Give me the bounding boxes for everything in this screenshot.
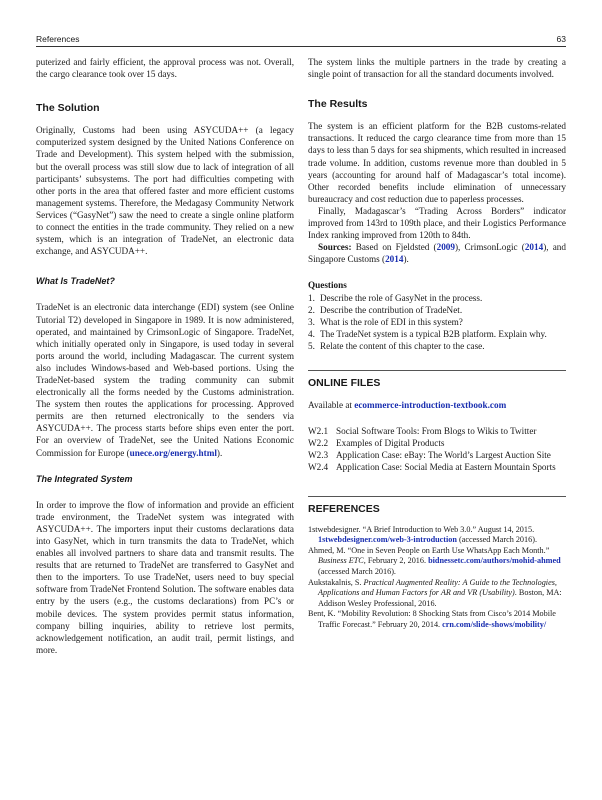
reference-text: (accessed March 2016). bbox=[318, 567, 396, 576]
integrated-paragraph: In order to improve the flow of information and provide an efficient trade environment, the TradeNet system was integrated with ASYCUDA++. The importers input their customs declarations data into GasyNet, which in turn transmits the data to TradeNet, which enables all involved partners to share data and transmit results. The results that are returned to TradeNet are transferred to GasyNet and then to the importers. To use TradeNet, users need to buy special software from TradeNet Frontend Solution. The software enables data entry by the users (e.g., the customs declarations) from PC’s or mobile devices. The system provides permit status information, company billing inquiries, ability to retrieve lost permits, acknowledgement notification, an audit trail, permit listings, and more. bbox=[36, 499, 294, 655]
file-item bbox=[308, 449, 566, 461]
sources-text: ), CrimsonLogic ( bbox=[454, 242, 525, 253]
header-section-label: References bbox=[36, 34, 80, 44]
file-title: Application Case: Social Media at Eastern Mountain Sports bbox=[336, 462, 556, 473]
question-text: The TradeNet system is a typical B2B platform. Explain why. bbox=[320, 328, 547, 339]
sources-text: ), and Singapore Customs ( bbox=[308, 242, 566, 265]
question-text: Describe the contribution of TradeNet. bbox=[320, 304, 463, 315]
results-paragraph-2: Finally, Madagascar’s “Trading Across Borders” indicator improved from 143rd to 109th place, and their Logistics Performance Index ranking improved from 120th to 84th. bbox=[308, 205, 566, 241]
tradenet-heading: What Is TradeNet? bbox=[36, 276, 115, 287]
online-files-list bbox=[308, 425, 566, 473]
file-number: W2.3 bbox=[308, 450, 329, 461]
file-item bbox=[308, 425, 566, 437]
reference-item bbox=[308, 546, 566, 578]
unece-link[interactable]: unece.org/energy.html bbox=[129, 447, 217, 458]
question-number: 1. bbox=[308, 292, 315, 303]
left-column bbox=[36, 56, 294, 656]
question-text: Relate the content of this chapter to the case. bbox=[320, 340, 485, 351]
question-item bbox=[308, 328, 566, 340]
file-title: Application Case: eBay: The World’s Largest Auction Site bbox=[336, 450, 551, 461]
file-item bbox=[308, 461, 566, 473]
available-text: Available at bbox=[308, 400, 355, 411]
reference-link[interactable]: crn.com/slide-shows/mobility/ bbox=[442, 619, 547, 629]
reference-text: , February 2, 2016. bbox=[363, 556, 429, 566]
file-number: W2.2 bbox=[308, 438, 329, 449]
textbook-site-link[interactable]: ecommerce-introduction-textbook.com bbox=[354, 400, 507, 411]
question-text: What is the role of EDI in this system? bbox=[320, 316, 463, 327]
reference-text: Aukstakalnis, S. bbox=[308, 577, 364, 587]
results-paragraph-1: The system is an efficient platform for the B2B customs-related transactions. It reduced the cargo clearance time from more than 15 days to less than 5 days for sea shipments, which resulted in increased trade volume. In addition, customs revenue more than doubled in 5 years (accounting for around half of Madagascar’s total income). Other recorded benefits include elimination of unnecessary bureaucracy and cost reduction due to paperless processes. bbox=[308, 121, 566, 204]
question-number: 5. bbox=[308, 340, 315, 351]
fjeldsted-link[interactable]: 2009 bbox=[436, 242, 455, 253]
question-item bbox=[308, 292, 566, 304]
crimsonlogic-link[interactable]: 2014 bbox=[524, 242, 544, 253]
question-item bbox=[308, 304, 566, 316]
solution-paragraph: Originally, Customs had been using ASYCUDA++ (a legacy computerized system designed by the United Nations Conference on Trade and Development). This system helped with the submission, but the overall process was still slow due to lack of integration of all participants’ subsystems. The port had difficulties competing with other ports in the area that offered faster and more efficient customs management systems. Therefore, the Medagasy Community Network Services (“GasyNet”) saw the need to create a single online platform to connect the entities in the trade community. They relied on a new system, which is an integration of TradeNet, an electronic data exchange, and ASYCUDA++. bbox=[36, 125, 294, 257]
references-heading: REFERENCES bbox=[308, 496, 566, 515]
question-item bbox=[308, 340, 566, 352]
available-line bbox=[308, 399, 566, 411]
references-list bbox=[308, 525, 566, 631]
question-text: Describe the role of GasyNet in the process. bbox=[320, 292, 483, 303]
file-number: W2.1 bbox=[308, 426, 329, 437]
question-number: 2. bbox=[308, 304, 315, 315]
sources-text: ). bbox=[403, 254, 409, 265]
page-number: 63 bbox=[556, 34, 566, 44]
results-heading: The Results bbox=[308, 98, 368, 111]
file-number: W2.4 bbox=[308, 462, 329, 473]
reference-text: Bent, K. “Mobility Revolution: 8 Shocking Stats from Cisco’s 2014 Mobile Traffic Forecast.” February 20, 2014. bbox=[308, 609, 556, 629]
running-header bbox=[36, 30, 566, 47]
online-files-heading: ONLINE FILES bbox=[308, 370, 566, 389]
reference-link[interactable]: 1stwebdesigner.com/web-3-introduction bbox=[318, 535, 457, 545]
reference-source: Business ETC bbox=[318, 556, 364, 566]
sources-text: Based on Fjeldsted ( bbox=[351, 242, 437, 253]
tradenet-paragraph bbox=[36, 301, 294, 458]
reference-source: Practical Augmented Reality: A Guide to the Technologies, Applications and Human Factors for AR and VR (Usability) bbox=[318, 577, 557, 598]
tradenet-text: TradeNet is an electronic data interchange (EDI) system (see Online Tutorial T2) developed in Singapore in 1989. It is now administered, operated, and maintained by CrimsonLogic of Singapore. TradeNet, which initially operated only in Singapore, is used today in several ports around the world, including Madagascar. The current system also includes Windows-based and Web-based portions. Using the TradeNet-based system the trading community can submit electronically all the forms needed by the Customs administration. The system then routes the applications for processing. Approved permits are then returned electronically to the senders via ASYCUDA++. The process starts before ships even enter the port. For an overview of TradeNet, see the United Nations Economic Commission for Europe ( bbox=[36, 302, 294, 458]
reference-item bbox=[308, 525, 566, 546]
tradenet-end: ). bbox=[216, 447, 223, 458]
right-intro-paragraph: The system links the multiple partners in the trade by creating a single point of transaction for all the standard documents involved. bbox=[308, 57, 566, 80]
sources-paragraph bbox=[308, 241, 566, 265]
questions-heading: Questions bbox=[308, 280, 347, 291]
reference-text: . Boston, MA: Addison Wesley Professional, 2016. bbox=[318, 588, 562, 608]
right-column bbox=[308, 56, 566, 631]
question-number: 3. bbox=[308, 316, 315, 327]
file-item bbox=[308, 437, 566, 449]
singapore-customs-link[interactable]: 2014 bbox=[385, 254, 404, 265]
reference-text: Ahmed, M. “One in Seven People on Earth Use WhatsApp Each Month.” bbox=[308, 545, 550, 555]
solution-heading: The Solution bbox=[36, 102, 100, 115]
reference-item bbox=[308, 609, 566, 630]
questions-list bbox=[308, 292, 566, 352]
reference-link[interactable]: bidnessetc.com/authors/mohid-ahmed bbox=[428, 556, 561, 566]
reference-text: 1stwebdesigner. “A Brief Introduction to Web 3.0.” August 14, 2015. bbox=[308, 524, 535, 534]
question-number: 4. bbox=[308, 328, 315, 339]
reference-item bbox=[308, 578, 566, 610]
question-item bbox=[308, 316, 566, 328]
reference-text: (accessed March 2016). bbox=[456, 535, 537, 545]
file-title: Examples of Digital Products bbox=[336, 438, 445, 449]
integrated-heading: The Integrated System bbox=[36, 473, 133, 484]
sources-label: Sources: bbox=[318, 242, 352, 253]
file-title: Social Software Tools: From Blogs to Wikis to Twitter bbox=[336, 426, 537, 437]
left-intro-paragraph: puterized and fairly efficient, the approval process was not. Overall, the cargo clearance took over 15 days. bbox=[36, 57, 294, 80]
